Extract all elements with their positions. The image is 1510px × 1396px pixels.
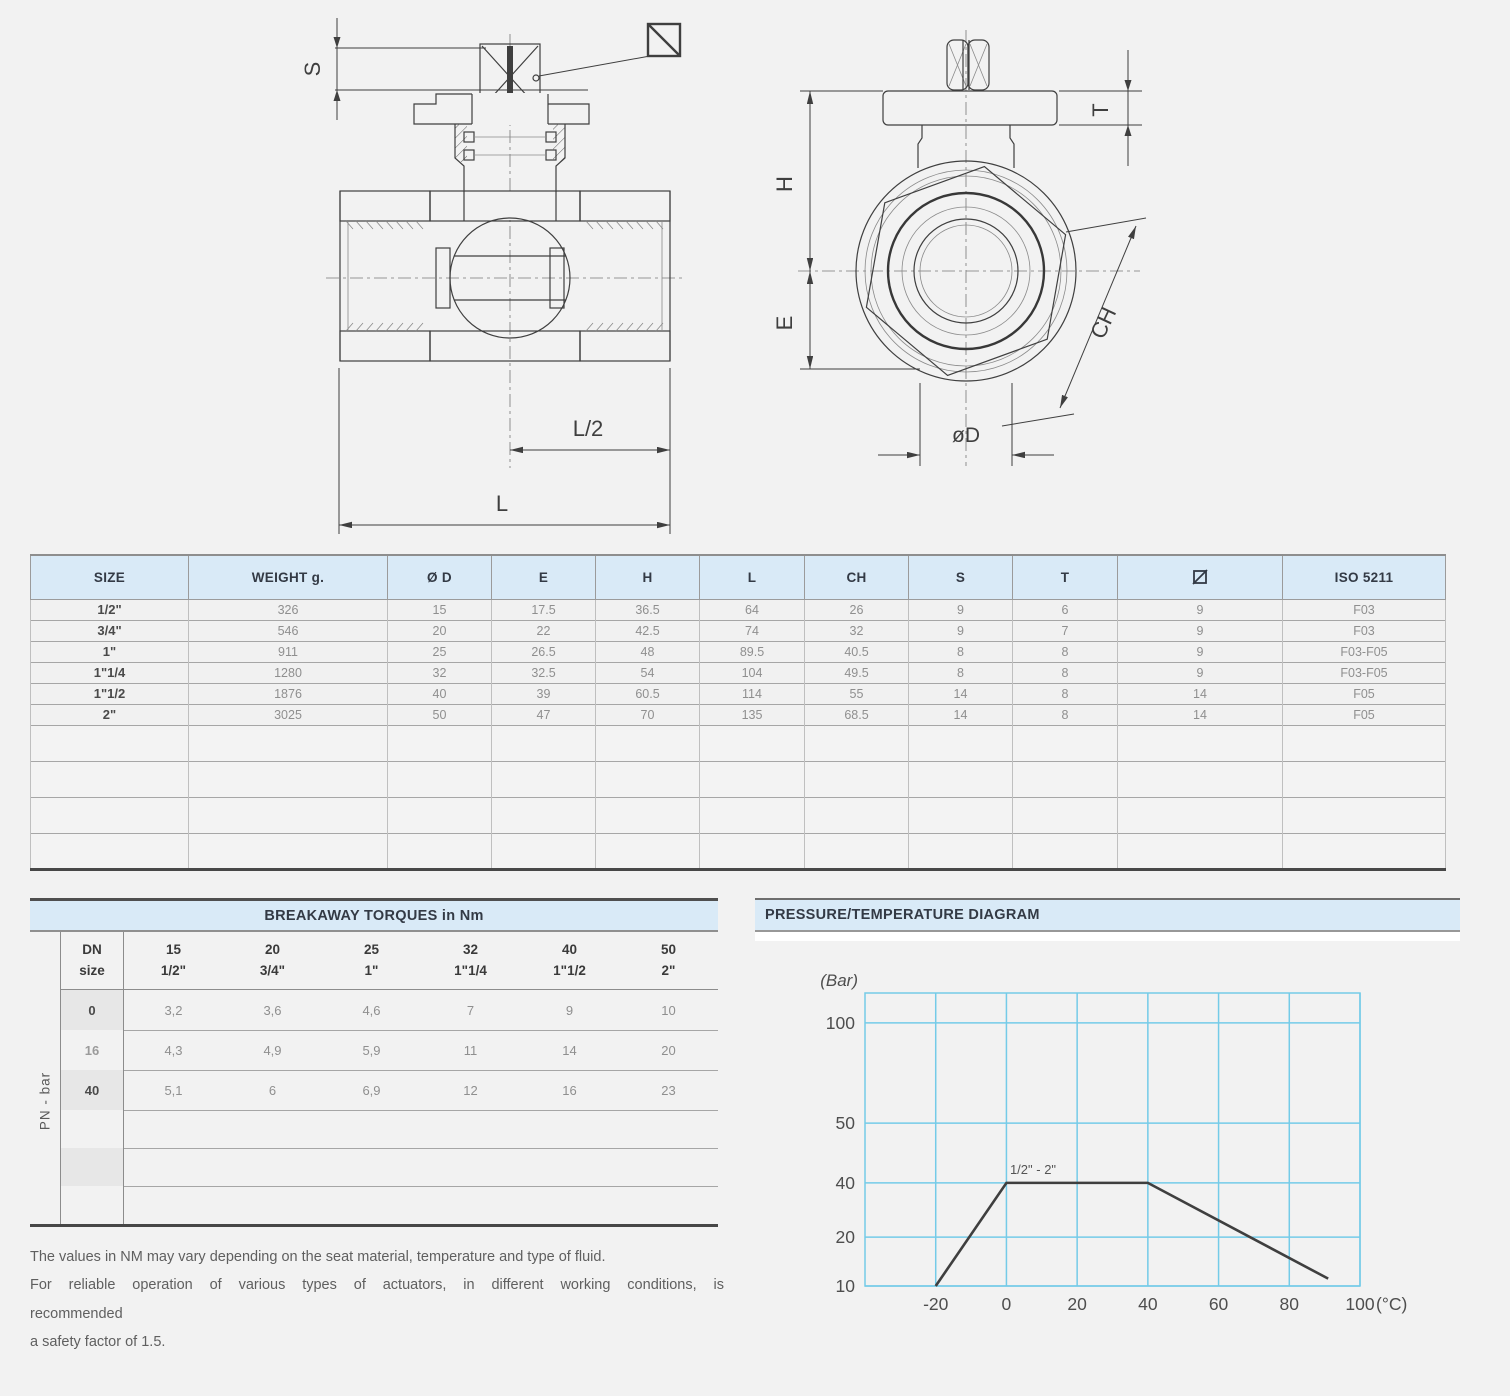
dim-empty-cell — [1283, 797, 1446, 833]
dim-col-header: ISO 5211 — [1283, 555, 1446, 599]
torque-value-cell: 7 — [466, 1002, 475, 1018]
dim-cell: 26 — [805, 599, 909, 620]
dim-cell: F03-F05 — [1283, 641, 1446, 662]
valve-stem — [947, 40, 989, 90]
dim-cell: 22 — [492, 620, 596, 641]
dim-col-header: S — [909, 555, 1013, 599]
torque-value-cell: 14 — [520, 1030, 619, 1070]
torque-col-header-line: 1"1/4 — [454, 962, 487, 978]
dim-empty-cell — [492, 725, 596, 761]
torque-empty-cell — [520, 1110, 619, 1148]
dim-empty-cell — [189, 833, 388, 869]
dim-cell: 68.5 — [805, 704, 909, 725]
dim-cell: 14 — [1118, 704, 1283, 725]
torque-value-cell: 4,6 — [362, 1002, 381, 1018]
torque-empty-cell — [322, 1186, 421, 1224]
dimension-h — [772, 91, 883, 271]
torque-empty-cell — [619, 1186, 718, 1224]
dim-empty-cell — [805, 761, 909, 797]
dim-label-s: S — [300, 61, 325, 77]
torque-dn-value: 16 — [84, 1042, 100, 1058]
dim-cell: 104 — [700, 662, 805, 683]
dim-cell: 15 — [388, 599, 492, 620]
torque-table-title: BREAKAWAY TORQUES in Nm — [30, 898, 718, 932]
dim-table-empty-row — [31, 797, 1446, 833]
torque-empty-cell — [223, 1110, 322, 1148]
dim-label-h: H — [772, 176, 797, 192]
torque-value-cell: 23 — [619, 1070, 718, 1110]
torque-col-header-line: 20 — [264, 942, 281, 958]
valve-body-left-end — [340, 191, 430, 361]
dim-cell: 3/4" — [31, 620, 189, 641]
dim-cell: 114 — [700, 683, 805, 704]
dim-col-header: Ø D — [388, 555, 492, 599]
dim-cell: 1280 — [189, 662, 388, 683]
torque-dn-value: 40 — [84, 1082, 100, 1098]
dim-cell: 14 — [1118, 683, 1283, 704]
dim-empty-cell — [700, 725, 805, 761]
dim-label-t: T — [1088, 103, 1113, 117]
dim-label-od: øD — [952, 424, 980, 447]
dim-cell: 40.5 — [805, 641, 909, 662]
torque-dn-value: 0 — [88, 1002, 96, 1018]
dim-empty-cell — [388, 761, 492, 797]
torque-value-cell: 9 — [565, 1002, 574, 1018]
dim-empty-cell — [596, 833, 700, 869]
dim-col-header: H — [596, 555, 700, 599]
dim-cell: 8 — [909, 662, 1013, 683]
torque-col-header-line: 15 — [165, 942, 182, 958]
pn-bar-side-label — [30, 932, 60, 1224]
dimension-table — [30, 554, 1446, 871]
dim-label-l: L — [495, 491, 509, 516]
dim-empty-cell — [1118, 797, 1283, 833]
corner-label-line: size — [79, 962, 105, 978]
note-line: The values in NM may vary depending on the seat material, temperature and type of fluid. — [30, 1249, 606, 1265]
dim-cell: 9 — [1118, 599, 1283, 620]
dim-cell: 8 — [1013, 662, 1118, 683]
valve-cross-section-drawing — [290, 6, 710, 541]
dim-cell: 74 — [700, 620, 805, 641]
torque-dn-empty-cell — [60, 1110, 124, 1148]
y-tick-label: 100 — [825, 1012, 855, 1033]
valve-flange-section — [414, 93, 589, 125]
dim-col-header-square-drive — [1118, 555, 1283, 599]
dim-table-row — [31, 683, 1446, 704]
dim-empty-cell — [492, 833, 596, 869]
dim-empty-cell — [596, 761, 700, 797]
dim-empty-cell — [596, 725, 700, 761]
valve-side-view-drawing — [770, 18, 1170, 478]
dim-cell: 42.5 — [596, 620, 700, 641]
torque-col-header — [322, 932, 421, 990]
dim-empty-cell — [492, 761, 596, 797]
dim-table-row — [31, 641, 1446, 662]
torque-empty-cell — [322, 1148, 421, 1186]
torque-value-cell: 4,9 — [223, 1030, 322, 1070]
dim-label-l-half: L/2 — [572, 416, 604, 441]
chart-title-underline — [755, 932, 1460, 941]
plot-border — [865, 993, 1360, 1286]
dim-empty-cell — [1283, 833, 1446, 869]
dim-cell: 9 — [1118, 662, 1283, 683]
torque-value-cell: 16 — [520, 1070, 619, 1110]
torque-col-header-line: 25 — [363, 942, 380, 958]
dim-cell: 20 — [388, 620, 492, 641]
torque-dn-cell — [60, 1030, 124, 1070]
dim-empty-cell — [1283, 761, 1446, 797]
y-axis-label: (Bar) — [820, 971, 858, 990]
dim-cell: 60.5 — [596, 683, 700, 704]
torque-col-header — [223, 932, 322, 990]
torque-corner-header — [60, 932, 124, 990]
torque-value-cell: 3,6 — [263, 1002, 282, 1018]
dim-cell: F03-F05 — [1283, 662, 1446, 683]
torque-col-header-line: 3/4" — [259, 962, 286, 978]
dim-cell: 1" — [31, 641, 189, 662]
dim-table-empty-row — [31, 833, 1446, 869]
dim-empty-cell — [31, 797, 189, 833]
dimension-l — [339, 368, 670, 534]
dim-cell: 546 — [189, 620, 388, 641]
pressure-temperature-chart — [800, 958, 1445, 1330]
pressure-temperature-section — [755, 898, 1460, 941]
dim-cell: 32 — [388, 662, 492, 683]
dim-cell: 9 — [1118, 641, 1283, 662]
dim-cell: 17.5 — [492, 599, 596, 620]
dim-cell: 32.5 — [492, 662, 596, 683]
dim-cell: 32 — [805, 620, 909, 641]
dim-table-body — [31, 599, 1446, 869]
dim-empty-cell — [31, 725, 189, 761]
dim-cell: 25 — [388, 641, 492, 662]
dimension-e — [772, 271, 920, 369]
dim-cell: 326 — [189, 599, 388, 620]
dim-table-row — [31, 599, 1446, 620]
dim-cell: 54 — [596, 662, 700, 683]
breakaway-torque-section — [30, 898, 718, 1227]
dim-cell: 39 — [492, 683, 596, 704]
torque-table — [30, 932, 718, 1227]
torque-col-header-line: 32 — [462, 942, 479, 958]
dim-label-e: E — [772, 315, 797, 331]
torque-dn-cell — [60, 1070, 124, 1110]
dim-cell: 2" — [31, 704, 189, 725]
x-tick-label: 80 — [1279, 1294, 1300, 1314]
torque-empty-cell — [520, 1148, 619, 1186]
torque-empty-cell — [223, 1148, 322, 1186]
dim-col-header: E — [492, 555, 596, 599]
dim-table-empty-row — [31, 725, 1446, 761]
torque-dn-cell — [60, 990, 124, 1030]
dim-empty-cell — [388, 833, 492, 869]
torque-value-cell: 5,1 — [124, 1070, 223, 1110]
series-label: 1/2" - 2" — [1009, 1161, 1057, 1177]
dim-empty-cell — [909, 797, 1013, 833]
dim-empty-cell — [1013, 797, 1118, 833]
torque-col-header-line: 50 — [660, 942, 677, 958]
dim-cell: F03 — [1283, 599, 1446, 620]
valve-body-center-ball — [430, 191, 580, 361]
dim-empty-cell — [1118, 761, 1283, 797]
dim-empty-cell — [909, 725, 1013, 761]
dim-cell: 7 — [1013, 620, 1118, 641]
torque-empty-cell — [124, 1148, 223, 1186]
dim-cell: 8 — [1013, 683, 1118, 704]
torque-empty-cell — [619, 1110, 718, 1148]
y-tick-label: 10 — [835, 1276, 855, 1296]
note-line: recommended — [30, 1305, 123, 1322]
dim-empty-cell — [805, 833, 909, 869]
dim-cell: 14 — [909, 704, 1013, 725]
x-tick-label: 0 — [1001, 1294, 1012, 1314]
torque-value-cell: 6 — [223, 1070, 322, 1110]
dim-cell: 1"1/2 — [31, 683, 189, 704]
dim-cell: 36.5 — [596, 599, 700, 620]
dim-cell: 1"1/4 — [31, 662, 189, 683]
dim-cell: 89.5 — [700, 641, 805, 662]
pn-bar-label-text: PN - bar — [37, 1072, 53, 1131]
valve-flange-bar — [883, 91, 1057, 125]
dim-cell: 3025 — [189, 704, 388, 725]
dim-table-row — [31, 704, 1446, 725]
dim-empty-cell — [596, 797, 700, 833]
dim-empty-cell — [909, 761, 1013, 797]
dim-cell: 8 — [1013, 704, 1118, 725]
torque-col-header — [124, 932, 223, 990]
torque-empty-cell — [421, 1110, 520, 1148]
dim-empty-cell — [700, 833, 805, 869]
dim-table-head — [31, 555, 1446, 599]
dim-empty-cell — [189, 725, 388, 761]
torque-empty-cell — [421, 1148, 520, 1186]
x-tick-label: -20 — [923, 1294, 949, 1314]
dim-cell: 6 — [1013, 599, 1118, 620]
dim-cell: 49.5 — [805, 662, 909, 683]
note-line: a safety factor of 1.5. — [30, 1333, 166, 1350]
dim-cell: 911 — [189, 641, 388, 662]
dim-empty-cell — [1118, 833, 1283, 869]
torque-dn-empty-cell — [60, 1148, 124, 1186]
note-line: For reliable operation of various types of actuators, in different working conditions, is — [30, 1277, 724, 1294]
dim-empty-cell — [1283, 725, 1446, 761]
dim-cell: 70 — [596, 704, 700, 725]
dim-cell: 64 — [700, 599, 805, 620]
dim-cell: 1/2" — [31, 599, 189, 620]
torque-empty-cell — [223, 1186, 322, 1224]
dim-cell: 8 — [1013, 641, 1118, 662]
torque-col-header-line: 1"1/2 — [553, 962, 586, 978]
dim-cell: 1876 — [189, 683, 388, 704]
torque-empty-cell — [124, 1186, 223, 1224]
torque-empty-cell — [322, 1110, 421, 1148]
torque-empty-cell — [124, 1110, 223, 1148]
dim-col-header: WEIGHT g. — [189, 555, 388, 599]
torque-col-header — [520, 932, 619, 990]
torque-value-cell: 4,3 — [124, 1030, 223, 1070]
torque-col-header — [619, 932, 718, 990]
leader-line — [539, 56, 650, 76]
dim-table-row — [31, 662, 1446, 683]
dim-cell: 50 — [388, 704, 492, 725]
corner-label-line: DN — [82, 942, 102, 958]
torque-empty-cell — [421, 1186, 520, 1224]
dim-cell: 47 — [492, 704, 596, 725]
torque-empty-cell — [619, 1148, 718, 1186]
dim-empty-cell — [700, 761, 805, 797]
dim-cell: F05 — [1283, 704, 1446, 725]
dim-empty-cell — [909, 833, 1013, 869]
dim-empty-cell — [388, 797, 492, 833]
dim-cell: 9 — [909, 599, 1013, 620]
dim-empty-cell — [805, 797, 909, 833]
valve-body-right-end — [580, 191, 670, 361]
torque-value-cell: 6,9 — [322, 1070, 421, 1110]
dim-table-empty-row — [31, 761, 1446, 797]
y-tick-label: 50 — [835, 1113, 855, 1134]
dim-cell: 26.5 — [492, 641, 596, 662]
pt-curve — [936, 1183, 1328, 1286]
dim-cell: 9 — [909, 620, 1013, 641]
torque-value-cell: 12 — [421, 1070, 520, 1110]
square-drive-icon — [1191, 568, 1209, 586]
dim-empty-cell — [31, 833, 189, 869]
dim-empty-cell — [1013, 725, 1118, 761]
torque-col-header-line: 40 — [561, 942, 578, 958]
dim-empty-cell — [805, 725, 909, 761]
torque-value-cell: 10 — [661, 1002, 676, 1018]
dim-cell: 9 — [1118, 620, 1283, 641]
y-tick-label: 40 — [835, 1172, 855, 1193]
dimension-l-half — [510, 368, 670, 534]
x-tick-label: 40 — [1138, 1294, 1158, 1314]
dim-col-header: CH — [805, 555, 909, 599]
dimension-t — [1059, 50, 1142, 166]
dim-empty-cell — [388, 725, 492, 761]
dim-col-header: SIZE — [31, 555, 189, 599]
square-drive-symbol-icon — [648, 24, 680, 56]
torque-col-header-line: 1" — [364, 962, 379, 978]
dim-cell: 135 — [700, 704, 805, 725]
torque-col-header-line: 2" — [661, 962, 676, 978]
dim-cell: F05 — [1283, 683, 1446, 704]
x-tick-label: 60 — [1208, 1294, 1229, 1314]
torque-value-cell: 3,2 — [164, 1002, 183, 1018]
torque-col-header-line: 1/2" — [160, 962, 187, 978]
dim-cell: 14 — [909, 683, 1013, 704]
dim-col-header: T — [1013, 555, 1118, 599]
dim-empty-cell — [31, 761, 189, 797]
x-axis-unit: (°C) — [1376, 1294, 1408, 1314]
torque-value-cell: 5,9 — [322, 1030, 421, 1070]
torque-col-header — [421, 932, 520, 990]
dim-empty-cell — [1118, 725, 1283, 761]
dim-cell: 55 — [805, 683, 909, 704]
x-tick-label: 20 — [1067, 1294, 1087, 1314]
dim-label-ch: CH — [1085, 303, 1122, 343]
dim-empty-cell — [1013, 833, 1118, 869]
dim-col-header: L — [700, 555, 805, 599]
dim-cell: 40 — [388, 683, 492, 704]
torque-empty-cell — [520, 1186, 619, 1224]
dim-cell: F03 — [1283, 620, 1446, 641]
dim-cell: 8 — [909, 641, 1013, 662]
dim-empty-cell — [189, 797, 388, 833]
dim-empty-cell — [700, 797, 805, 833]
torque-value-cell: 20 — [619, 1030, 718, 1070]
x-tick-label: 100 — [1345, 1294, 1375, 1314]
chart-title: PRESSURE/TEMPERATURE DIAGRAM — [755, 898, 1460, 932]
torque-dn-empty-cell — [60, 1186, 124, 1224]
dim-empty-cell — [189, 761, 388, 797]
dim-table-row — [31, 620, 1446, 641]
torque-notes — [30, 1243, 724, 1356]
dim-empty-cell — [1013, 761, 1118, 797]
dim-cell: 48 — [596, 641, 700, 662]
y-tick-label: 20 — [835, 1227, 855, 1248]
torque-value-cell: 11 — [421, 1030, 520, 1070]
dim-empty-cell — [492, 797, 596, 833]
